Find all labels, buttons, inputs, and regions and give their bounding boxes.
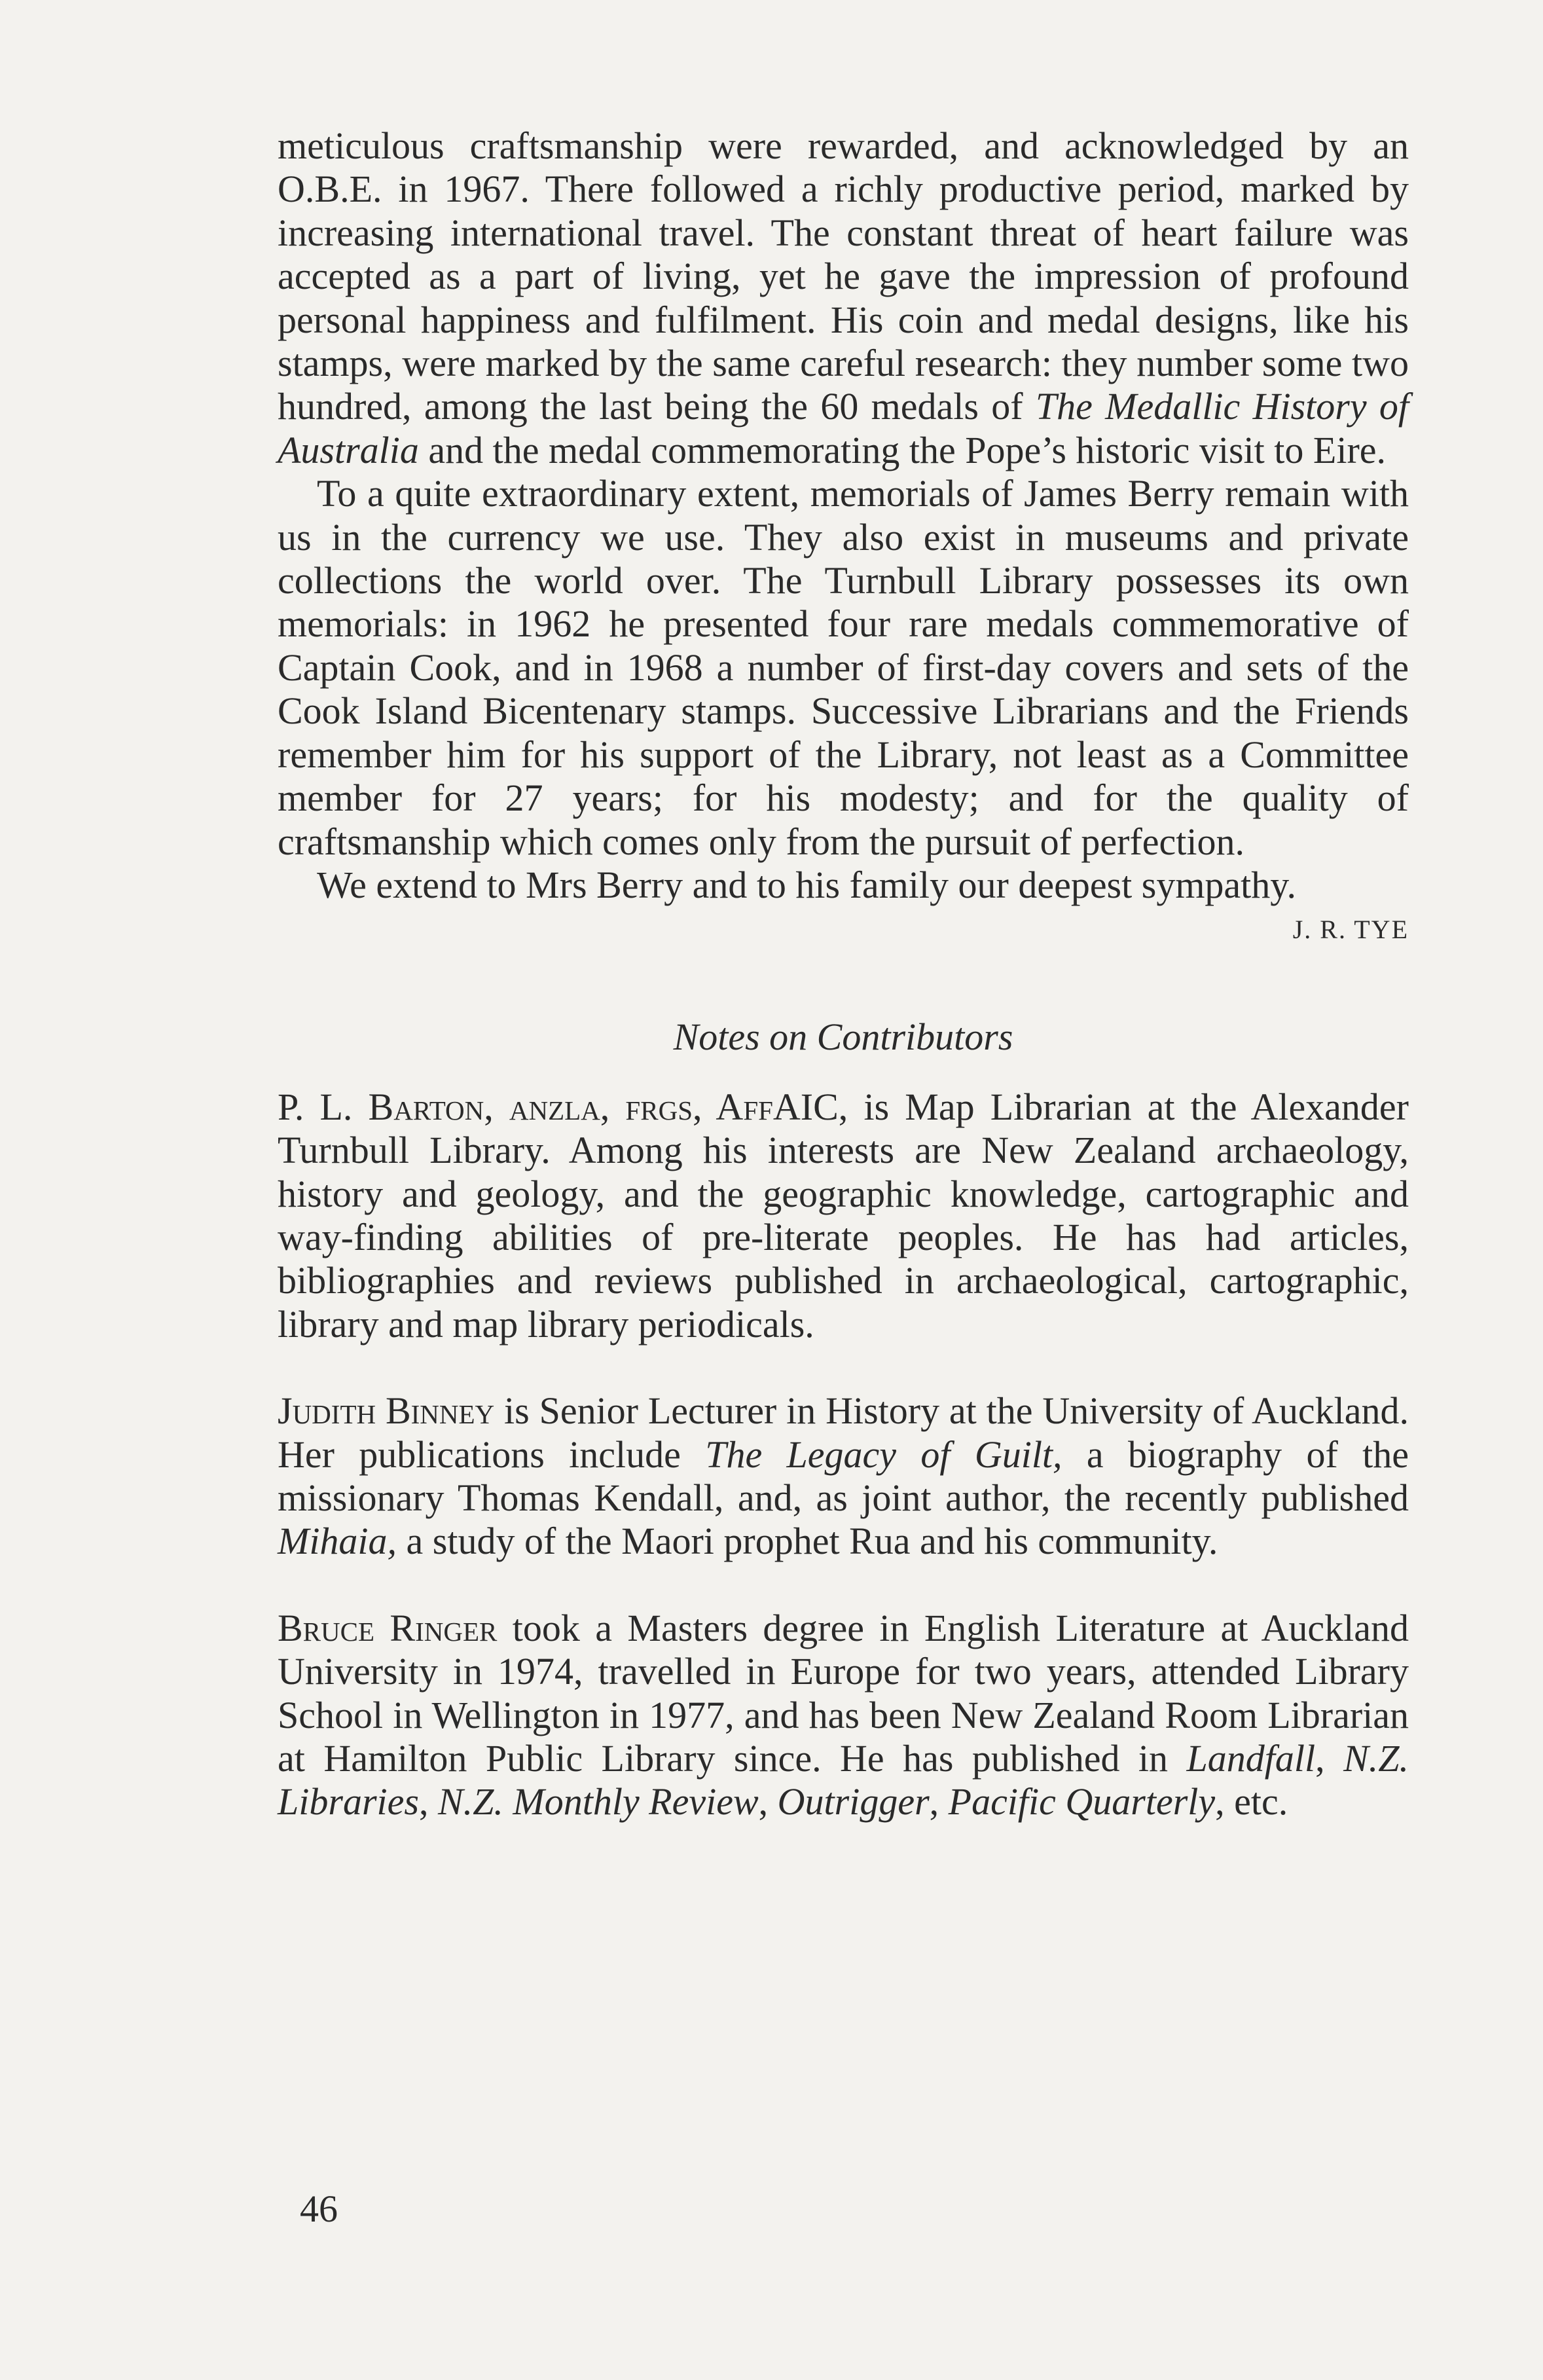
- text-column: [278, 124, 1409, 1824]
- spacer: [278, 1346, 1409, 1389]
- obituary-paragraph-2: To a quite extraordinary extent, memorials of James Berry remain with us in the currency we use. They also exist in museums and private collections the world over. The Turnbull Library possesses its own memorials: in 1962 he presented four rare medals commemorative of Captain Cook, and in 1968 a number of first-day covers and sets of the Cook Island Bicentenary stamps. Successive Librarians and the Friends remember him for his support of the Library, not least as a Committee member for 27 years; for his modesty; and for the quality of craftsmanship which comes only from the pursuit of perfection.: [278, 472, 1409, 863]
- book-title: The Medallic History of Australia: [278, 385, 1409, 471]
- contributor-barton: P. L. Barton, anzla, frgs, AffAIC, is Map Librarian at the Alexander Turnbull Library. Among his interests are New Zealand archaeology, history and geology, and the geographic knowledge, cartographic and way-finding abilities of pre-literate peoples. He has had articles, bibliographies and reviews published in archaeological, cartographic, library and map library periodicals.: [278, 1085, 1409, 1346]
- contributor-ringer: Bruce Ringer took a Masters degree in English Literature at Auckland University in 1974, travelled in Europe for two years, attended Library School in Wellington in 1977, and has been New Zealand Room Librarian at Hamilton Public Library since. He has published in Landfall, N.Z. Libraries, N.Z. Monthly Review, Outrigger, Pacific Quarterly, etc.: [278, 1606, 1409, 1823]
- section-heading: Notes on Contributors: [673, 1016, 1013, 1059]
- page-number: 46: [300, 2188, 338, 2230]
- obituary-paragraph-3: We extend to Mrs Berry and to his family our deepest sympathy.: [317, 863, 1297, 906]
- author-signature: J. R. TYE: [1292, 915, 1409, 945]
- contributor-name: Bruce Ringer: [278, 1606, 498, 1649]
- contributor-binney: Judith Binney is Senior Lecturer in History at the University of Auckland. Her publications include The Legacy of Guilt, a biography of the missionary Thomas Kendall, and, as joint author, the recently published Mihaia, a study of the Maori prophet Rua and his community.: [278, 1389, 1409, 1563]
- contributor-name: P. L. Barton, anzla, frgs, AffAIC,: [278, 1085, 848, 1128]
- spacer: [278, 1564, 1409, 1607]
- obituary-paragraph-1: meticulous craftsmanship were rewarded, and acknowledged by an O.B.E. in 1967. There followed a richly productive period, marked by increasing international travel. The constant threat of heart failure was accepted as a part of living, yet he gave the impression of profound personal happiness and fulfilment. His coin and medal designs, like his stamps, were marked by the same careful research: they number some two hundred, among the last being the 60 medals of The Medallic History of Australia and the medal commemorating the Pope’s historic visit to Eire.: [278, 124, 1409, 471]
- contributor-name: Judith Binney: [278, 1389, 495, 1433]
